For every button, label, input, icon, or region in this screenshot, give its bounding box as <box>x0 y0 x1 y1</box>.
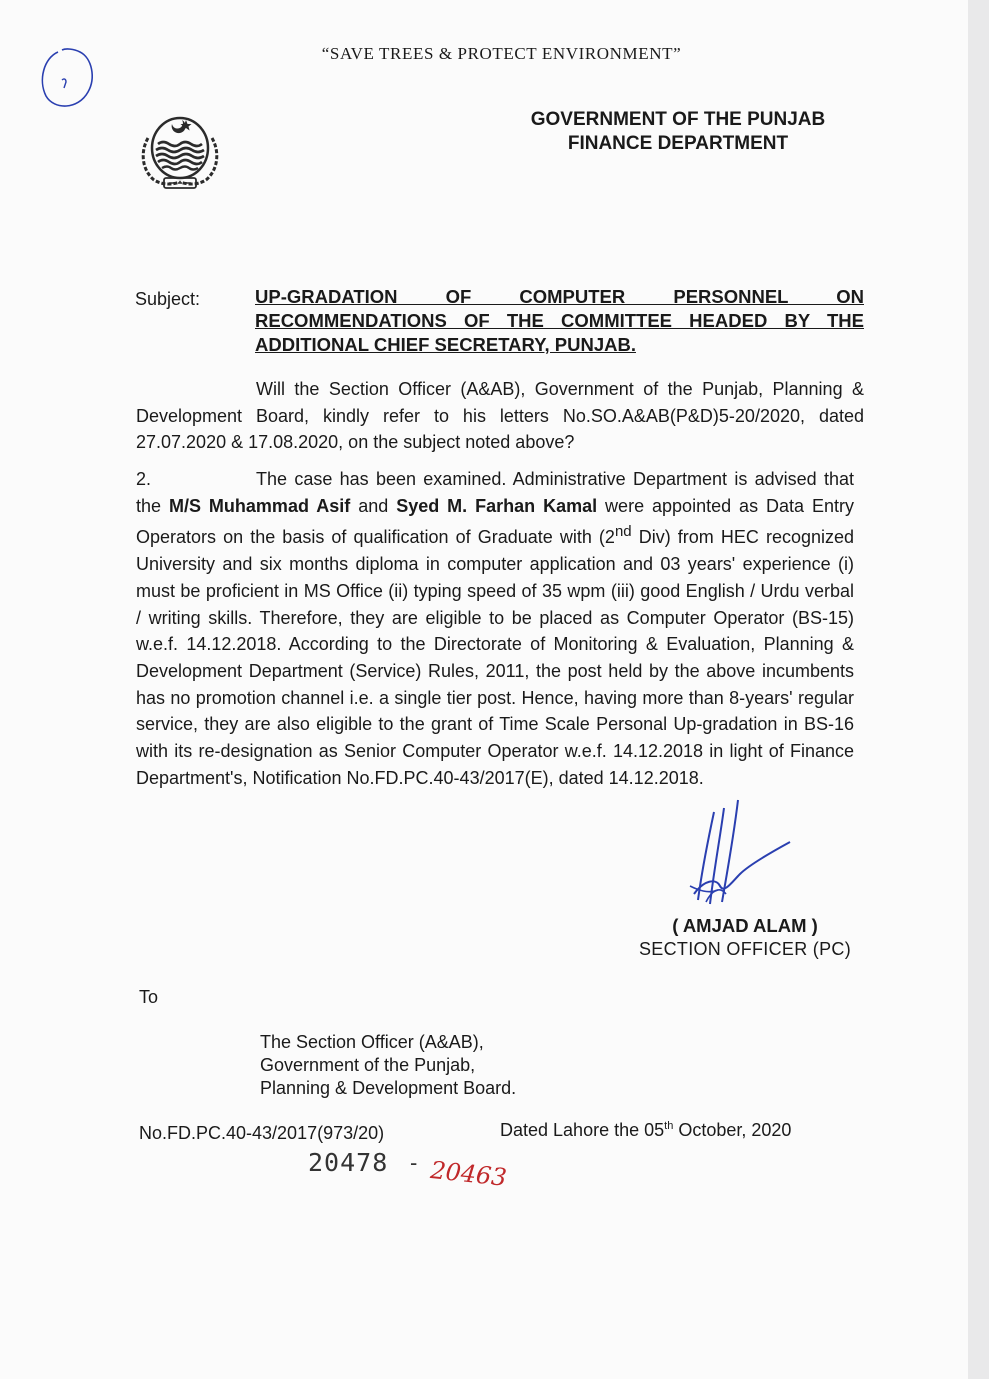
subject-label: Subject: <box>135 289 201 309</box>
officer-name-2: Syed M. Farhan Kamal <box>396 495 598 516</box>
number-range-dash: - <box>410 1150 418 1175</box>
reference-number: No.FD.PC.40-43/2017(973/20) <box>139 1123 385 1143</box>
paragraph-number: 2. <box>136 469 152 489</box>
subject-line-1: UP-GRADATION OF COMPUTER PERSONNEL ON <box>255 286 864 307</box>
subject-text <box>255 285 864 357</box>
government-title: GOVERNMENT OF THE PUNJAB <box>530 109 826 130</box>
officer-name-1: M/S Muhammad Asif <box>168 495 351 516</box>
address-line-2: Government of the Punjab, <box>260 1055 476 1075</box>
address-line-3: Planning & Development Board. <box>260 1078 517 1098</box>
motto-header: “SAVE TREES & PROTECT ENVIRONMENT” <box>321 44 682 63</box>
paragraph-1-text: Will the Section Officer (A&AB), Government of the Punjab, Planning & Development Board, kindly refer to his letters No.SO.A&AB(P&D)5-20/2020, dated 27.07.2020 & 17.08.2020, on the subject noted above? <box>136 379 864 453</box>
recipient-address <box>260 1031 516 1100</box>
date-line: Dated Lahore the 05th October, 2020 <box>500 1120 792 1140</box>
dispatch-stamp-number: 20478 <box>308 1148 389 1177</box>
signature-icon <box>668 790 798 920</box>
punjab-emblem-icon <box>134 108 226 194</box>
subject-line-3: ADDITIONAL CHIEF SECRETARY, PUNJAB. <box>255 334 636 355</box>
subject-line-2: RECOMMENDATIONS OF THE COMMITTEE HEADED BY THE <box>255 310 864 331</box>
address-line-1: The Section Officer (A&AB), <box>260 1032 484 1052</box>
signatory-name: ( AMJAD ALAM ) <box>672 915 818 936</box>
department-title: FINANCE DEPARTMENT <box>567 133 789 154</box>
department-heading <box>510 108 846 156</box>
signatory-designation: SECTION OFFICER (PC) <box>639 939 851 959</box>
paragraph-1 <box>136 376 864 456</box>
handwritten-number: 20463 <box>429 1156 508 1192</box>
paragraph-2: 2. The case has been examined. Administrative Department is advised that the M/S Muhammad Asif and Syed M. Farhan Kamal were appointed as Data Entry Operators on the basis of qualification of Graduate with (2nd Div) from HEC recognized University and six months diploma in computer application and 03 years' experience (i) must be proficient in MS Office (ii) typing speed of 35 wpm (iii) good English / Urdu verbal / writing skills. Therefore, they are eligible to be placed as Computer Operator (BS-15) w.e.f. 14.12.2018. According to the Directorate of Monitoring & Evaluation, Planning & Development Department (Service) Rules, 2011, the post held by the above incumbents has no promotion channel i.e. a single tier post. Hence, having more than 8-years' regular service, they are also eligible to the grant of Time Scale Personal Up-gradation in BS-16 with its re-designation as Senior Computer Operator w.e.f. 14.12.2018 in light of Finance Department's, Notification No.FD.PC.40-43/2017(E), dated 14.12.2018. <box>136 466 854 791</box>
to-label: To <box>139 987 159 1007</box>
